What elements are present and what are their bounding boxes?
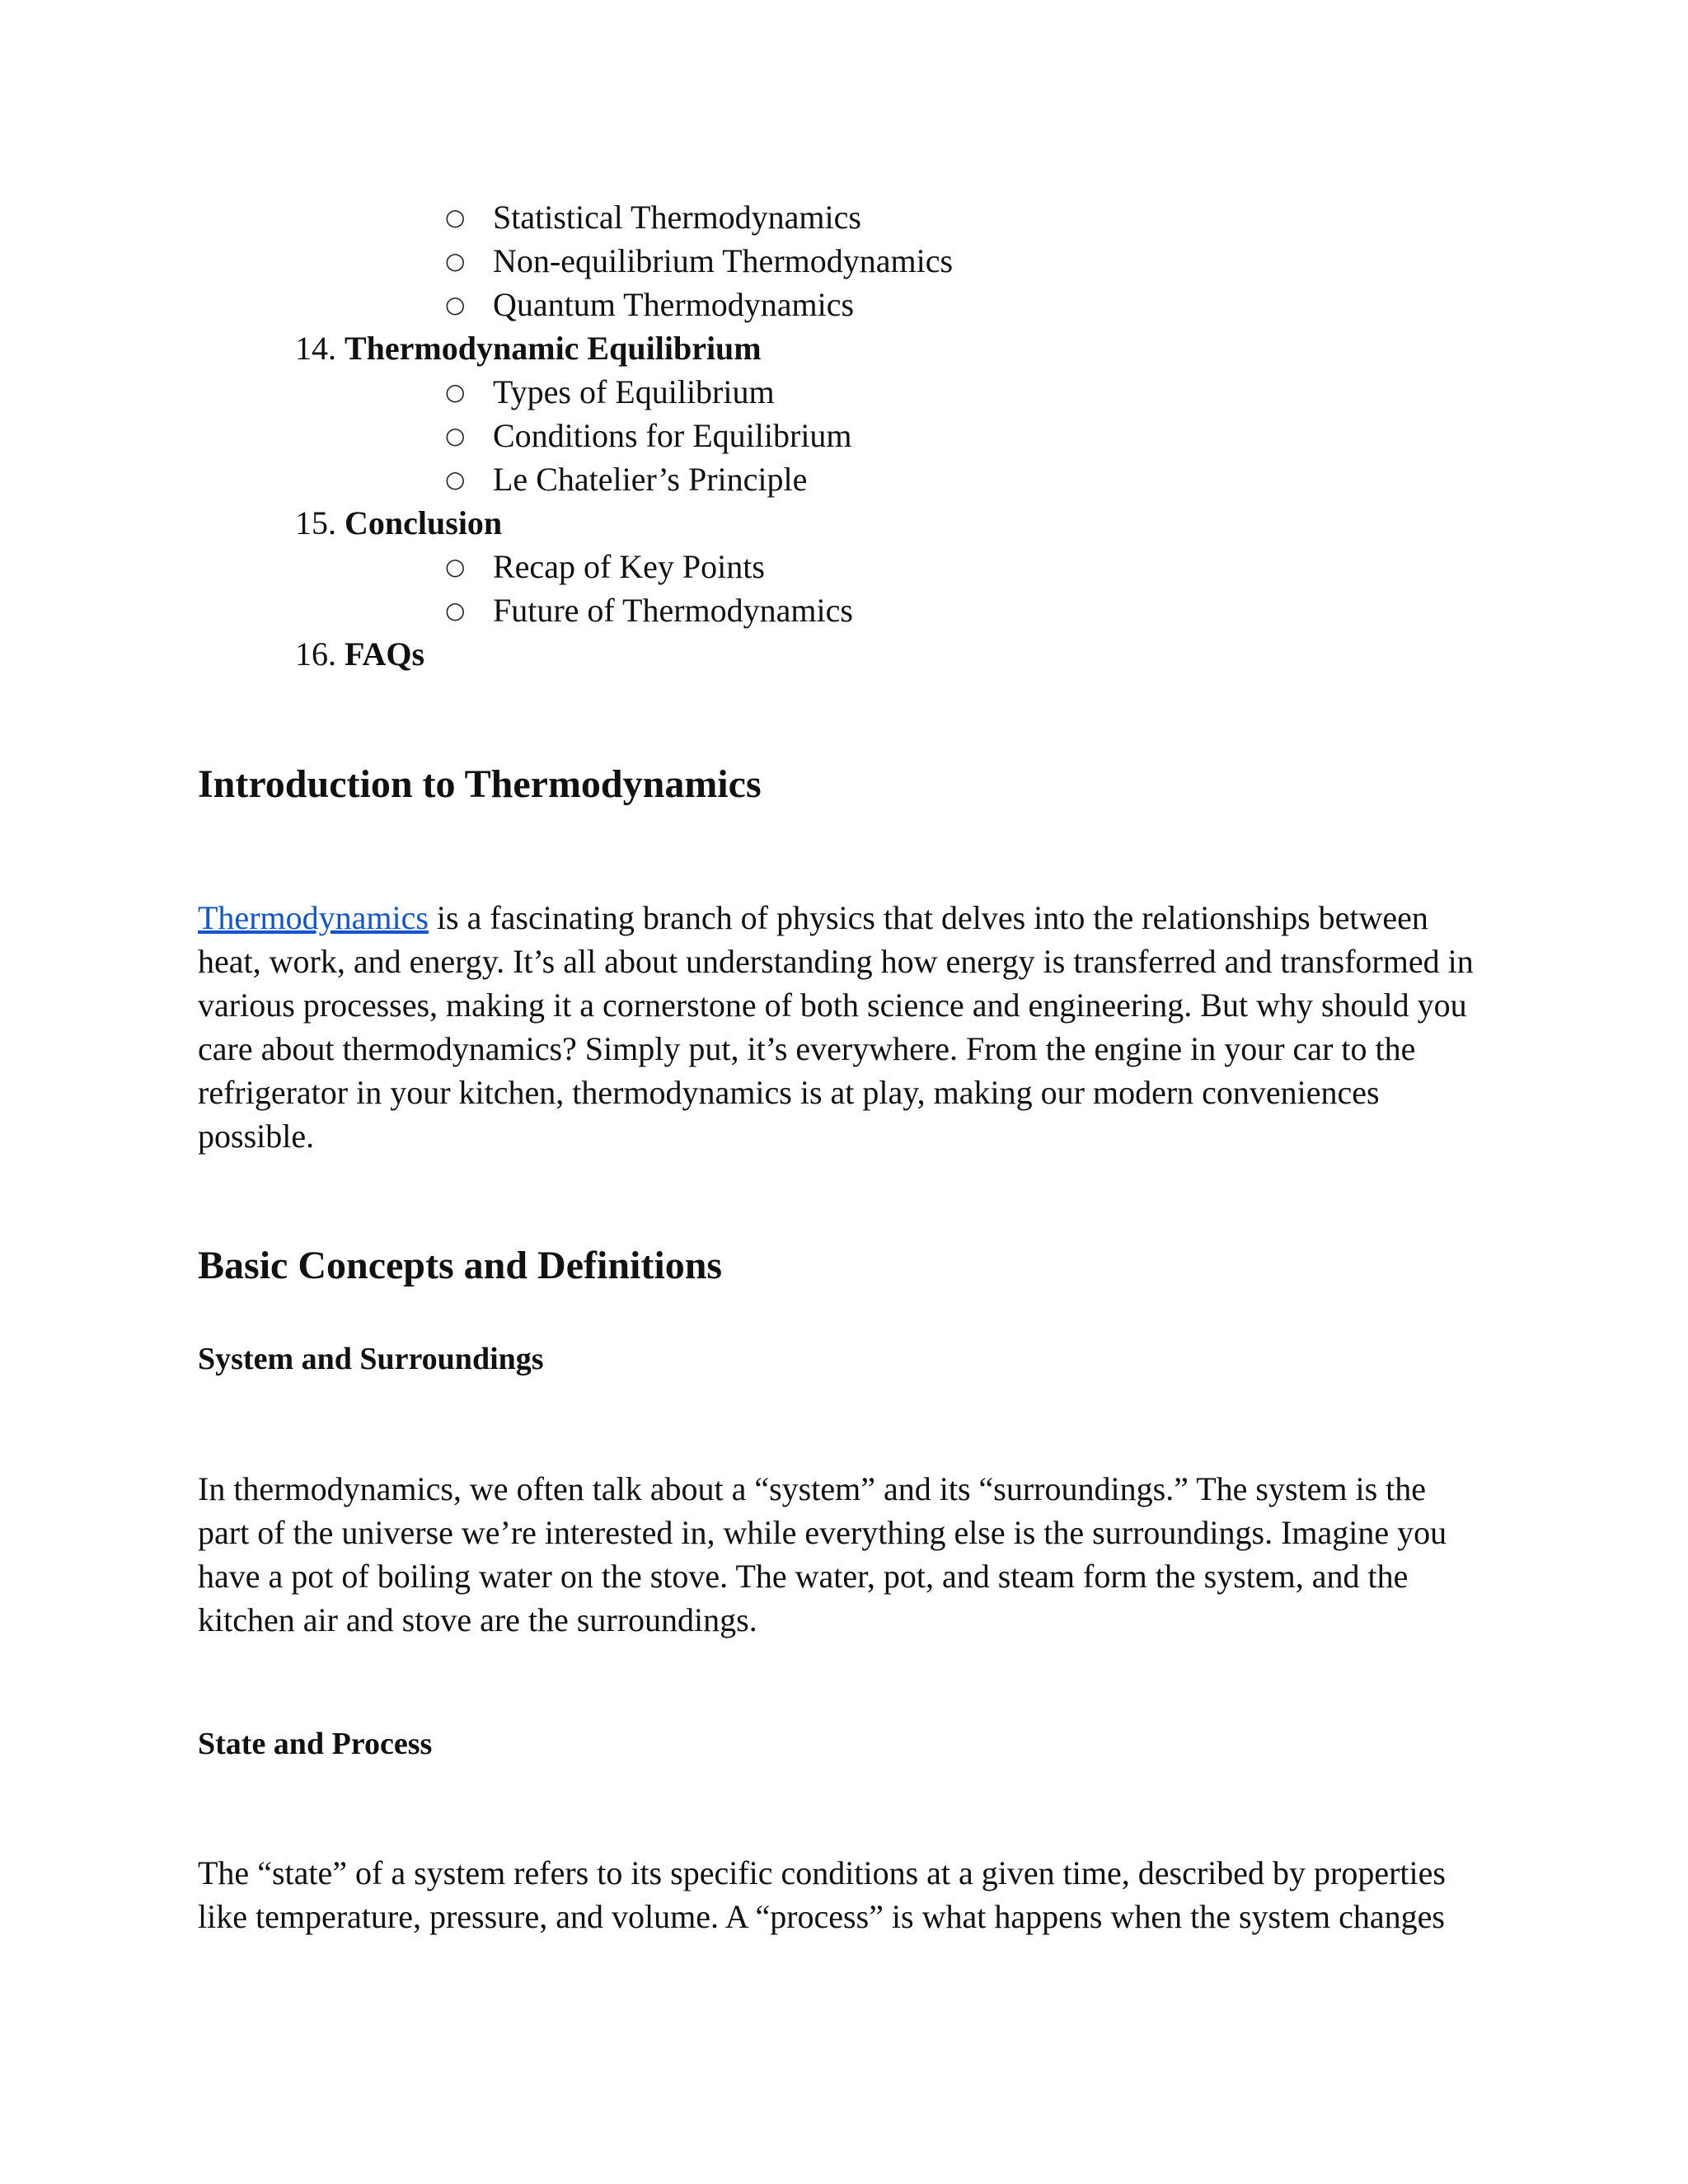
paragraph-line: kitchen air and stove are the surroundings. (198, 1601, 757, 1638)
toc-item-number: 15. (295, 504, 336, 541)
paragraph-line: various processes, making it a cornerstone of both science and engineering. But why should you (198, 987, 1467, 1024)
bullet-icon: ○ (445, 204, 466, 231)
toc-subitem: Statistical Thermodynamics (493, 199, 861, 236)
toc-subitem: Le Chatelier’s Principle (493, 461, 808, 498)
paragraph-line: like temperature, pressure, and volume. A “process” is what happens when the system changes (198, 1898, 1445, 1935)
bullet-icon: ○ (445, 291, 466, 318)
toc-item-number: 14. (295, 330, 336, 367)
intro-paragraph (198, 896, 1484, 1158)
subsection-heading-state: State and Process (198, 1727, 433, 1761)
paragraph-line: possible. (198, 1118, 315, 1155)
paragraph-line (198, 896, 1484, 940)
toc-item-title: FAQs (345, 635, 425, 673)
bullet-icon: ○ (445, 553, 466, 580)
toc-subitem: Quantum Thermodynamics (493, 286, 855, 323)
paragraph-line: have a pot of boiling water on the stove. The water, pot, and steam form the system, and the (198, 1558, 1409, 1595)
toc-subitem: Non-equilibrium Thermodynamics (493, 242, 954, 279)
toc-item-16 (295, 632, 424, 676)
paragraph-line: care about thermodynamics? Simply put, it’s everywhere. From the engine in your car to the (198, 1030, 1416, 1067)
bullet-icon: ○ (445, 422, 466, 449)
toc-item-title: Conclusion (345, 504, 503, 541)
paragraph-line: heat, work, and energy. It’s all about understanding how energy is transferred and transformed in (198, 943, 1474, 980)
thermodynamics-link[interactable]: Thermodynamics (198, 899, 429, 936)
paragraph-line: In thermodynamics, we often talk about a “system” and its “surroundings.” The system is the (198, 1470, 1427, 1507)
paragraph-line-text: is a fascinating branch of physics that delves into the relationships between (428, 899, 1428, 936)
bullet-icon: ○ (445, 597, 466, 624)
toc-item-15 (295, 501, 502, 545)
bullet-icon: ○ (445, 247, 466, 274)
paragraph-line: refrigerator in your kitchen, thermodynamics is at play, making our modern conveniences (198, 1074, 1380, 1111)
section-heading-introduction: Introduction to Thermodynamics (198, 762, 762, 806)
toc-item-title: Thermodynamic Equilibrium (345, 330, 762, 367)
section-heading-basic-concepts: Basic Concepts and Definitions (198, 1244, 723, 1287)
toc-subitem: Future of Thermodynamics (493, 592, 853, 629)
toc-item-number: 16. (295, 635, 336, 673)
toc-subitem: Types of Equilibrium (493, 373, 775, 410)
toc-subitem: Conditions for Equilibrium (493, 417, 852, 454)
bullet-icon: ○ (445, 378, 466, 405)
bullet-icon: ○ (445, 466, 466, 493)
paragraph-line: The “state” of a system refers to its specific conditions at a given time, described by properties (198, 1854, 1446, 1891)
state-paragraph (198, 1851, 1484, 1938)
toc-item-14 (295, 326, 762, 370)
toc-subitem: Recap of Key Points (493, 548, 765, 585)
subsection-heading-system: System and Surroundings (198, 1342, 544, 1376)
paragraph-line: part of the universe we’re interested in, while everything else is the surroundings. Imagine you (198, 1514, 1447, 1551)
system-paragraph (198, 1467, 1484, 1642)
